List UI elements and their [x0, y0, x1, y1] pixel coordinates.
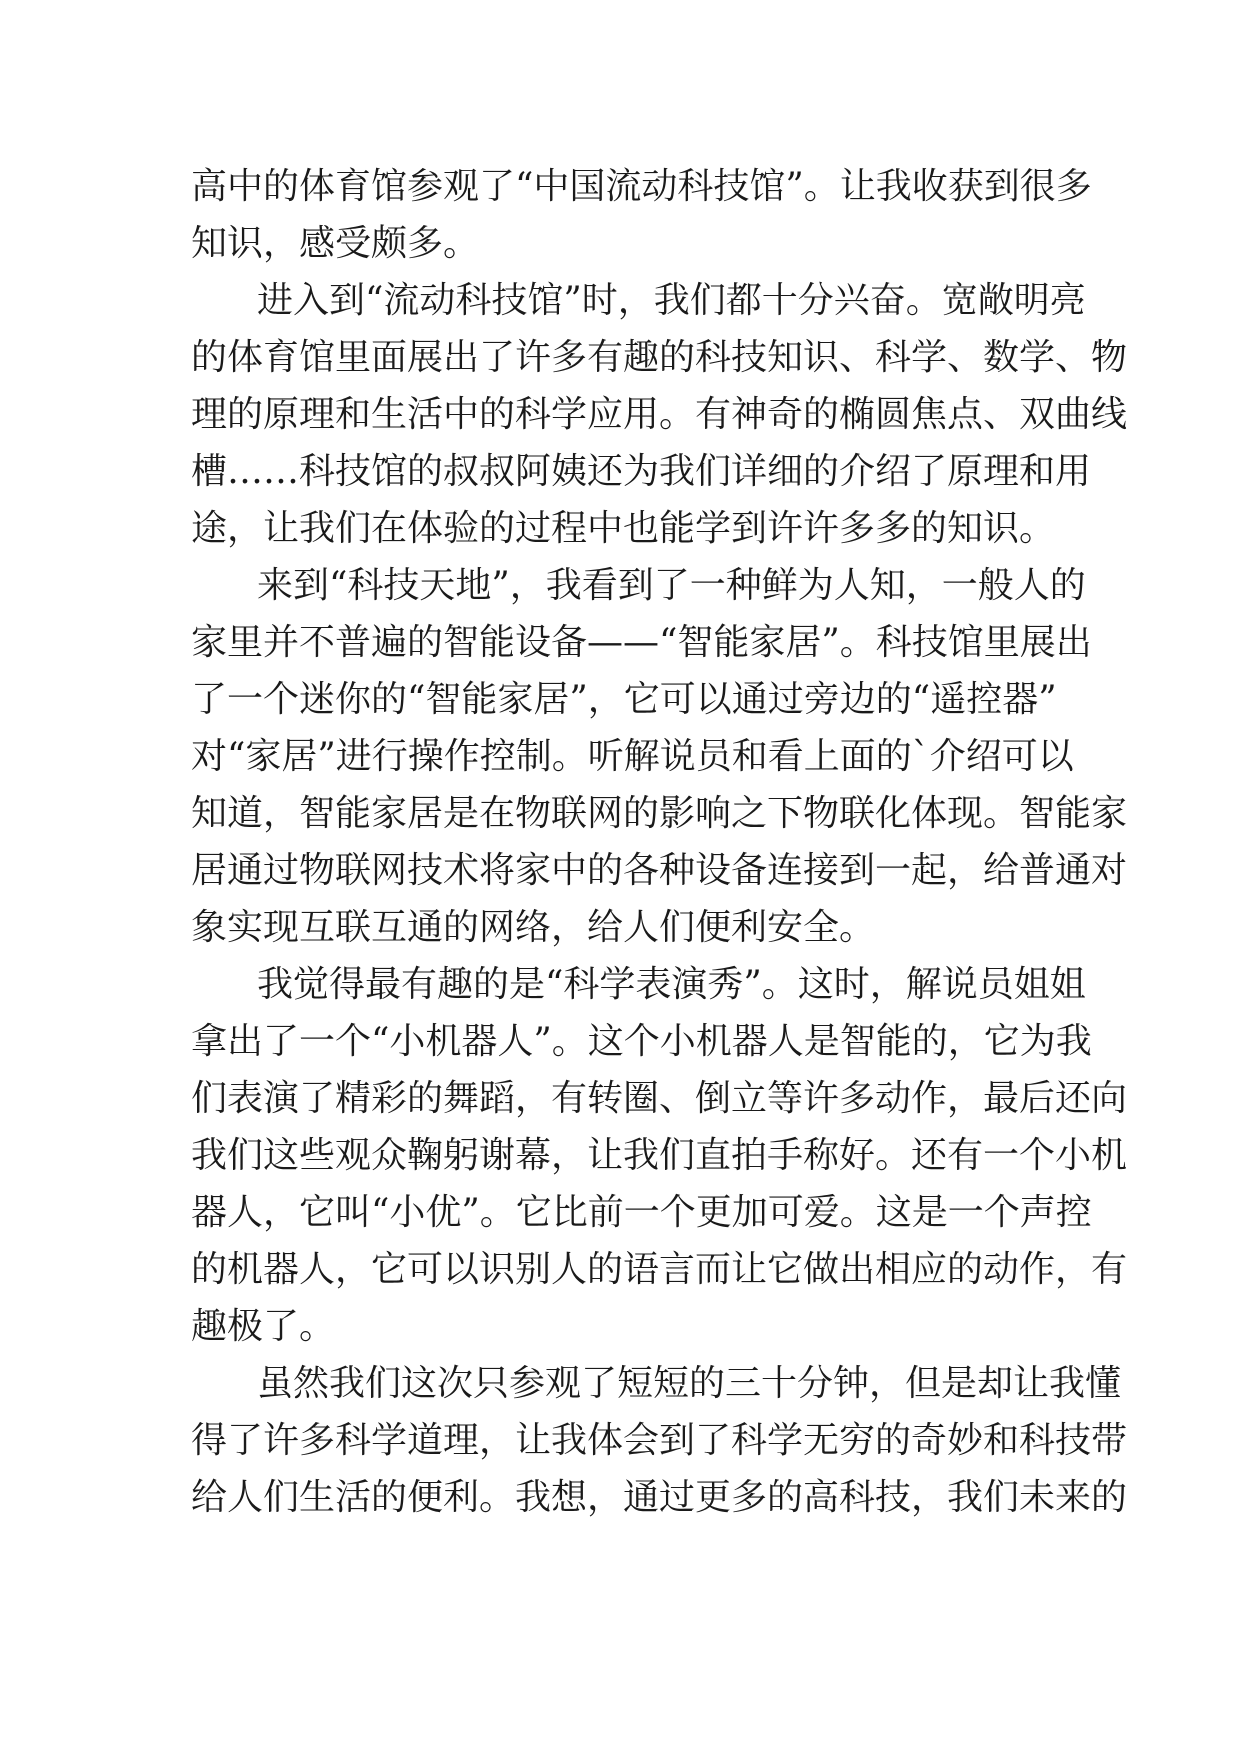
- text-line: 拿出了一个“小机器人”。这个小机器人是智能的，它为我: [191, 1021, 1092, 1062]
- text-line: 居通过物联网技术将家中的各种设备连接到一起，给普通对: [191, 850, 1128, 891]
- text-line: 我们这些观众鞠躬谢幕，让我们直拍手称好。还有一个小机: [191, 1135, 1128, 1176]
- text-line: 理的原理和生活中的科学应用。有神奇的椭圆焦点、双曲线: [191, 394, 1128, 435]
- text-line: 知识，感受颇多。: [191, 223, 480, 264]
- text-line: 的体育馆里面展出了许多有趣的科技知识、科学、数学、物: [191, 337, 1128, 378]
- text-line: 高中的体育馆参观了“中国流动科技馆”。让我收获到很多: [191, 166, 1092, 207]
- text-line: 趣极了。: [191, 1306, 336, 1347]
- text-line: 进入到“流动科技馆”时，我们都十分兴奋。宽敞明亮: [257, 280, 1086, 321]
- text-line: 得了许多科学道理，让我体会到了科学无穷的奇妙和科技带: [191, 1420, 1128, 1461]
- text-line: 途，让我们在体验的过程中也能学到许许多多的知识。: [191, 508, 1056, 549]
- text-line: 我觉得最有趣的是“科学表演秀”。这时，解说员姐姐: [257, 964, 1086, 1005]
- text-line: 槽……科技馆的叔叔阿姨还为我们详细的介绍了原理和用: [191, 451, 1092, 492]
- text-line: 虽然我们这次只参观了短短的三十分钟，但是却让我懂: [257, 1363, 1122, 1404]
- text-line: 们表演了精彩的舞蹈，有转圈、倒立等许多动作，最后还向: [191, 1078, 1128, 1119]
- text-line: 来到“科技天地”，我看到了一种鲜为人知，一般人的: [257, 565, 1086, 606]
- text-line: 对“家居”进行操作控制。听解说员和看上面的`介绍可以: [191, 736, 1074, 777]
- document-body: [191, 158, 1128, 1526]
- text-line: 器人，它叫“小优”。它比前一个更加可爱。这是一个声控: [191, 1192, 1092, 1233]
- text-line: 家里并不普遍的智能设备——“智能家居”。科技馆里展出: [191, 622, 1092, 663]
- text-line: 给人们生活的便利。我想，通过更多的高科技，我们未来的: [191, 1477, 1128, 1518]
- text-line: 知道，智能家居是在物联网的影响之下物联化体现。智能家: [191, 793, 1128, 834]
- text-line: 的机器人，它可以识别人的语言而让它做出相应的动作，有: [191, 1249, 1128, 1290]
- text-line: 了一个迷你的“智能家居”，它可以通过旁边的“遥控器”: [191, 679, 1057, 720]
- text-line: 象实现互联互通的网络，给人们便利安全。: [191, 907, 876, 948]
